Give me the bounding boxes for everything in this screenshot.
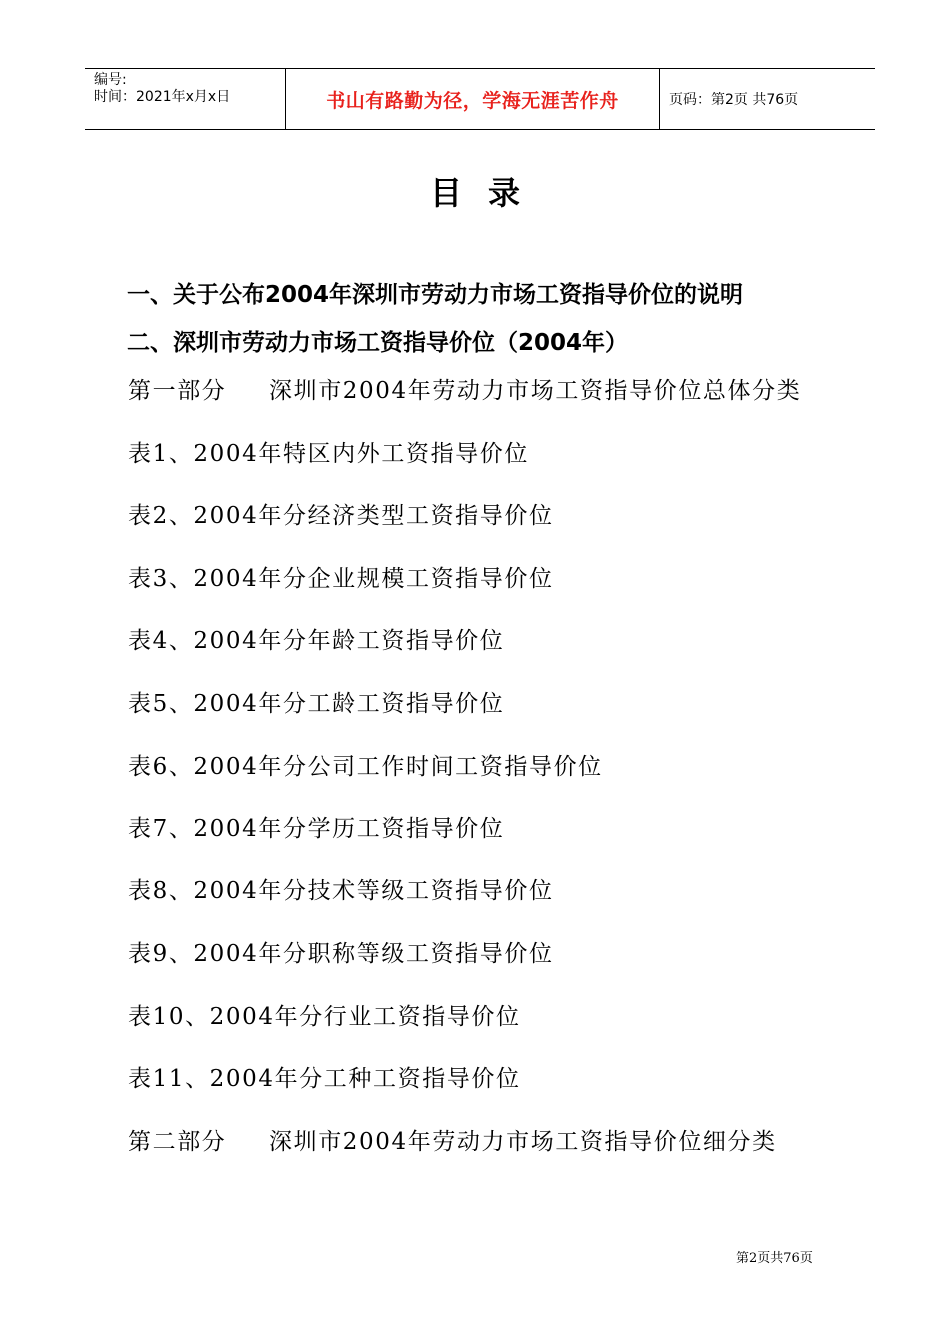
toc-table-item: 表1、2004年特区内外工资指导价位 — [128, 441, 529, 467]
toc-table-item: 表11、2004年分工种工资指导价位 — [128, 1066, 521, 1092]
document-date: 时间：2021年x月x日 — [94, 89, 231, 105]
document-number-label: 编号: — [94, 72, 127, 88]
toc-section-2: 二、深圳市劳动力市场工资指导价位（2004年） — [127, 330, 629, 356]
toc-table-item: 表8、2004年分技术等级工资指导价位 — [128, 878, 554, 904]
toc-table-item: 表7、2004年分学历工资指导价位 — [128, 816, 505, 842]
toc-part-1 — [128, 372, 801, 405]
toc-part-2-text: 深圳市2004年劳动力市场工资指导价位细分类 — [269, 1129, 777, 1155]
page-header — [85, 68, 875, 130]
toc-part-2 — [128, 1123, 777, 1156]
toc-part-2-label: 第二部分 — [128, 1129, 227, 1155]
toc-part-1-text: 深圳市2004年劳动力市场工资指导价位总体分类 — [269, 378, 802, 404]
toc-table-item: 表3、2004年分企业规模工资指导价位 — [128, 566, 554, 592]
toc-part-1-label: 第一部分 — [128, 378, 227, 404]
toc-table-item: 表2、2004年分经济类型工资指导价位 — [128, 503, 554, 529]
header-motto: 书山有路勤为径，学海无涯苦作舟 — [286, 69, 660, 129]
header-meta — [85, 69, 286, 129]
toc-table-item: 表5、2004年分工龄工资指导价位 — [128, 691, 505, 717]
toc-table-item: 表4、2004年分年龄工资指导价位 — [128, 628, 505, 654]
toc-section-1: 一、关于公布2004年深圳市劳动力市场工资指导价位的说明 — [127, 282, 744, 308]
page-title: 目录 — [429, 174, 546, 212]
header-page-info: 页码：第2页 共76页 — [669, 92, 799, 108]
page-footer: 第2页共76页 — [736, 1251, 813, 1266]
toc-table-item: 表10、2004年分行业工资指导价位 — [128, 1004, 521, 1030]
toc-table-item: 表9、2004年分职称等级工资指导价位 — [128, 941, 554, 967]
toc-table-item: 表6、2004年分公司工作时间工资指导价位 — [128, 754, 603, 780]
